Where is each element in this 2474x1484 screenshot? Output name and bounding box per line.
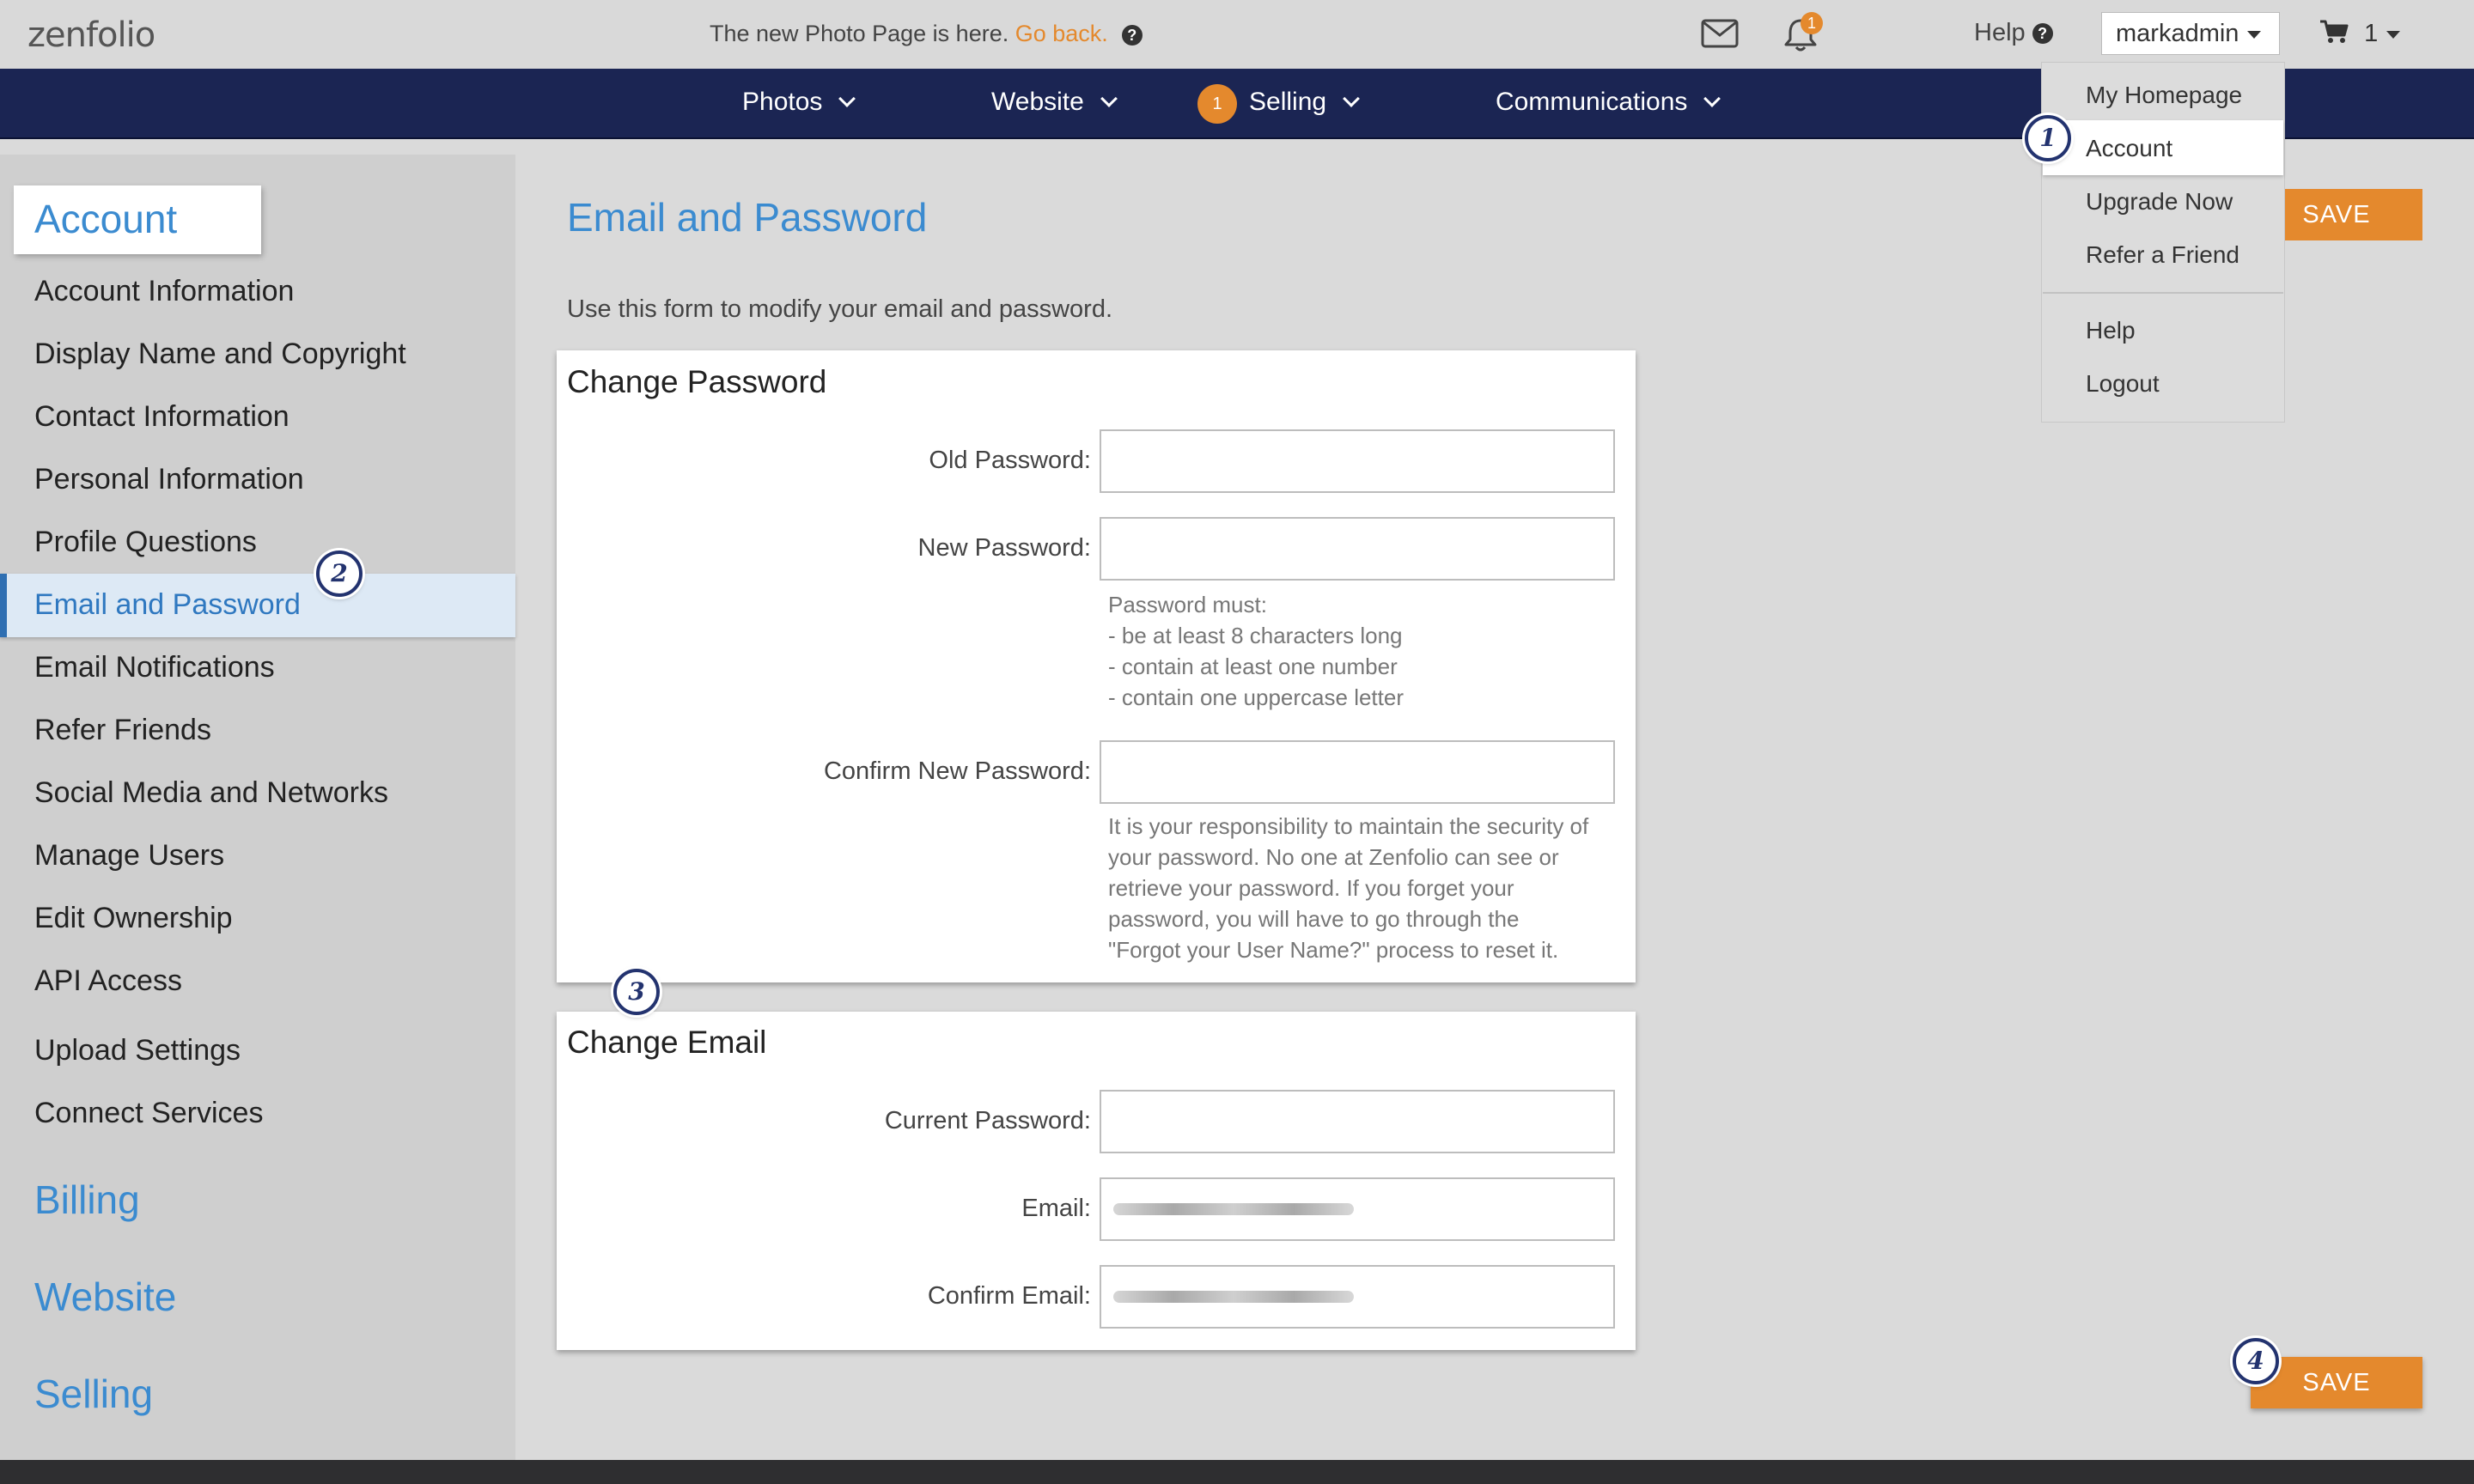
redacted-email [1113,1291,1354,1303]
menu-item-help[interactable]: Help [2086,317,2136,344]
password-rules-line: - be at least 8 characters long [1108,623,1403,648]
chevron-down-icon [1100,90,1118,107]
selling-count-badge: 1 [1197,84,1237,124]
caret-down-icon [2247,31,2261,39]
password-rules-line: - contain one uppercase letter [1108,684,1404,710]
sidebar-item-edit-ownership[interactable]: Edit Ownership [34,902,233,934]
sidebar-item-profile-questions[interactable]: Profile Questions [34,526,257,558]
chevron-down-icon [839,90,856,107]
new-password-input[interactable] [1100,517,1615,581]
redacted-email [1113,1203,1354,1215]
confirm-email-label: Confirm Email: [927,1282,1091,1310]
chevron-down-icon [1704,90,1721,107]
change-email-title: Change Email [567,1025,767,1060]
cart-count: 1 [2364,20,2379,47]
chevron-down-icon [1343,90,1360,107]
save-button-top[interactable]: SAVE [2251,189,2422,240]
sidebar-item-contact-information[interactable]: Contact Information [34,400,289,433]
zenfolio-logo[interactable]: zenfolio [27,15,155,55]
callout-3: 3 [613,969,660,1015]
question-icon[interactable]: ? [1122,25,1143,46]
menu-item-upgrade-now[interactable]: Upgrade Now [2086,188,2233,215]
confirm-new-password-label: Confirm New Password: [823,757,1091,785]
menu-item-my-homepage[interactable]: My Homepage [2086,82,2243,108]
nav-selling[interactable] [1249,88,1357,117]
help-question-icon: ? [2032,23,2053,44]
photo-page-notice [710,21,1143,47]
cart-menu[interactable] [2319,19,2400,48]
confirm-email-input[interactable] [1100,1265,1615,1329]
callout-1: 1 [2025,115,2071,161]
menu-item-logout[interactable]: Logout [2086,370,2160,397]
security-note-line: "Forgot your User Name?" process to reset it. [1108,937,1559,963]
old-password-input[interactable] [1100,429,1615,493]
security-note-line: retrieve your password. If you forget your [1108,875,1514,901]
sidebar-item-account-information[interactable]: Account Information [34,275,295,307]
password-rules [1108,589,1404,713]
nav-website-label: Website [991,88,1084,116]
current-password-input[interactable] [1100,1090,1615,1153]
sidebar-item-connect-services[interactable]: Connect Services [34,1097,264,1129]
nav-photos-label: Photos [742,88,823,116]
nav-selling-label: Selling [1249,88,1327,116]
notification-count-badge: 1 [1801,12,1823,34]
save-button-bottom[interactable]: SAVE [2251,1357,2422,1408]
callout-2: 2 [316,550,363,597]
nav-photos[interactable] [742,88,853,117]
password-rules-line: - contain at least one number [1108,654,1398,679]
sidebar-item-social-media[interactable]: Social Media and Networks [34,776,388,809]
sidebar-item-personal-information[interactable]: Personal Information [34,463,304,496]
confirm-new-password-input[interactable] [1100,740,1615,804]
email-input[interactable] [1100,1177,1615,1241]
sidebar-section-billing[interactable]: Billing [34,1177,140,1222]
sidebar-item-refer-friends[interactable]: Refer Friends [34,714,211,746]
sidebar-heading-account[interactable]: Account [14,186,261,254]
old-password-label: Old Password: [929,447,1091,474]
security-note-line: password, you will have to go through the [1108,906,1520,932]
security-note-line: It is your responsibility to maintain the security of [1108,813,1589,839]
callout-4: 4 [2233,1338,2279,1384]
mail-icon[interactable] [1701,19,1739,48]
sidebar-item-upload-settings[interactable]: Upload Settings [34,1034,241,1067]
email-label: Email: [1021,1195,1091,1222]
new-password-label: New Password: [917,534,1091,562]
go-back-link[interactable]: Go back. [1015,21,1108,46]
footer-bar [0,1460,2474,1484]
nav-communications[interactable] [1496,88,1718,117]
page-intro: Use this form to modify your email and password. [567,295,1113,323]
help-label: Help [1974,19,2026,46]
user-menu-button[interactable] [2101,12,2280,55]
menu-item-account[interactable]: Account [2086,135,2173,161]
sidebar-item-email-and-password[interactable]: Email and Password [34,588,301,621]
security-note-line: your password. No one at Zenfolio can see or [1108,844,1559,870]
password-security-note [1108,811,1588,965]
username: markadmin [2116,20,2239,47]
change-password-title: Change Password [567,364,827,399]
nav-website[interactable] [991,88,1115,117]
menu-divider [2043,292,2283,294]
sidebar-item-display-name[interactable]: Display Name and Copyright [34,338,406,370]
page-title: Email and Password [567,195,928,240]
sidebar-item-email-notifications[interactable]: Email Notifications [34,651,275,684]
sidebar-item-api-access[interactable]: API Access [34,964,182,997]
current-password-label: Current Password: [884,1107,1091,1134]
password-rules-line: Password must: [1108,592,1267,617]
help-menu[interactable] [1974,19,2053,47]
sidebar-item-manage-users[interactable]: Manage Users [34,839,225,872]
menu-item-refer-a-friend[interactable]: Refer a Friend [2086,241,2239,268]
sidebar-section-selling[interactable]: Selling [34,1371,154,1416]
notice-text: The new Photo Page is here. [710,21,1015,46]
cart-icon [2319,19,2349,45]
nav-communications-label: Communications [1496,88,1688,116]
sidebar-section-website[interactable]: Website [34,1274,177,1319]
cart-caret-icon [2386,31,2400,39]
